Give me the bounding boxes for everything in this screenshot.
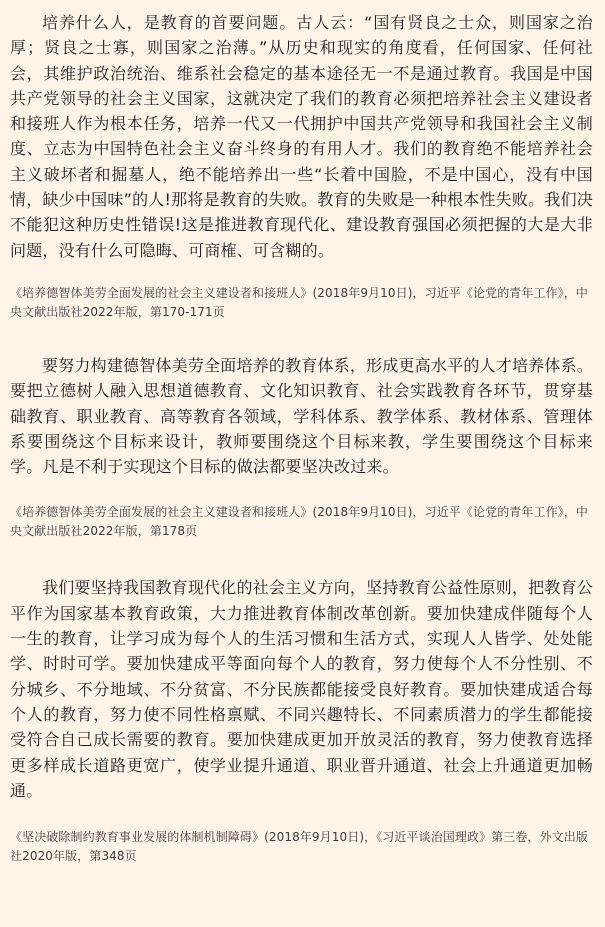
excerpt-1-text: 培养什么人，是教育的首要问题。古人云：“国有贤良之士众，则国家之治厚；贤良之士寡，则国家之治薄。”从历史和现实的角度看，任何国家、任何社会，其维护政治统治、维系社会稳定的基本途径无一不是通过教育。我国是中国共产党领导的社会主义国家，这就决定了我们的教育必须把培养社会主义建设者和接班人作为根本任务，培养一代又一代拥护中国共产党领导和我国社会主义制度、立志为中国特色社会主义奋斗终身的有用人才。我们的教育绝不能培养社会主义破坏者和掘墓人，绝不能培养出一些“长着中国脸，不是中国心，没有中国情，缺少中国味”的人!那将是教育的失败。教育的失败是一种根本性失败。我们决不能犯这种历史性错误!这是推进教育现代化、建设教育强国必须把握的大是大非问题，没有什么可隐晦、可商榷、可含糊的。 [10,13,593,260]
excerpt-2-text: 要努力构建德智体美劳全面培养的教育体系，形成更高水平的人才培养体系。要把立德树人融入思想道德教育、文化知识教育、社会实践教育各环节，贯穿基础教育、职业教育、高等教育各领域，学科体系、教学体系、教材体系、管理体系要围绕这个目标来设计，教师要围绕这个目标来教，学生要围绕这个目标来学。凡是不利于实现这个目标的做法都要坚决改过来。 [10,355,593,477]
excerpt-3-text: 我们要坚持我国教育现代化的社会主义方向，坚持教育公益性原则，把教育公平作为国家基本教育政策，大力推进教育体制改革创新。要加快建成伴随每个人一生的教育，让学习成为每个人的生活习惯和生活方式，实现人人皆学、处处能学、时时可学。要加快建成平等面向每个人的教育，努力使每个人不分性别、不分城乡、不分地域、不分贫富、不分民族都能接受良好教育。要加快建成适合每个人的教育，努力使不同性格禀赋、不同兴趣特长、不同素质潜力的学生都能接受符合自己成长需要的教育。要加快建成更加开放灵活的教育，努力使教育选择更多样成长道路更宽广，使学业提升通道、职业晋升通道、社会上升通道更加畅通。 [10,578,593,800]
excerpt-2-source: 《培养德智体美劳全面发展的社会主义建设者和接班人》(2018年9月10日)，习近平《论党的青年工作》，中央文献出版社2022年版，第178页 [10,505,589,539]
excerpt-1 [10,10,593,322]
excerpt-2 [10,353,593,541]
excerpt-3 [10,575,593,866]
excerpt-3-source: 《坚决破除制约教育事业发展的体制机制障碍》(2018年9月10日)，《习近平谈治国理政》第三卷，外文出版社2020年版，第348页 [10,830,589,864]
excerpt-1-source: 《培养德智体美劳全面发展的社会主义建设者和接班人》(2018年9月10日)，习近平《论党的青年工作》，中央文献出版社2022年版，第170-171页 [10,285,589,319]
